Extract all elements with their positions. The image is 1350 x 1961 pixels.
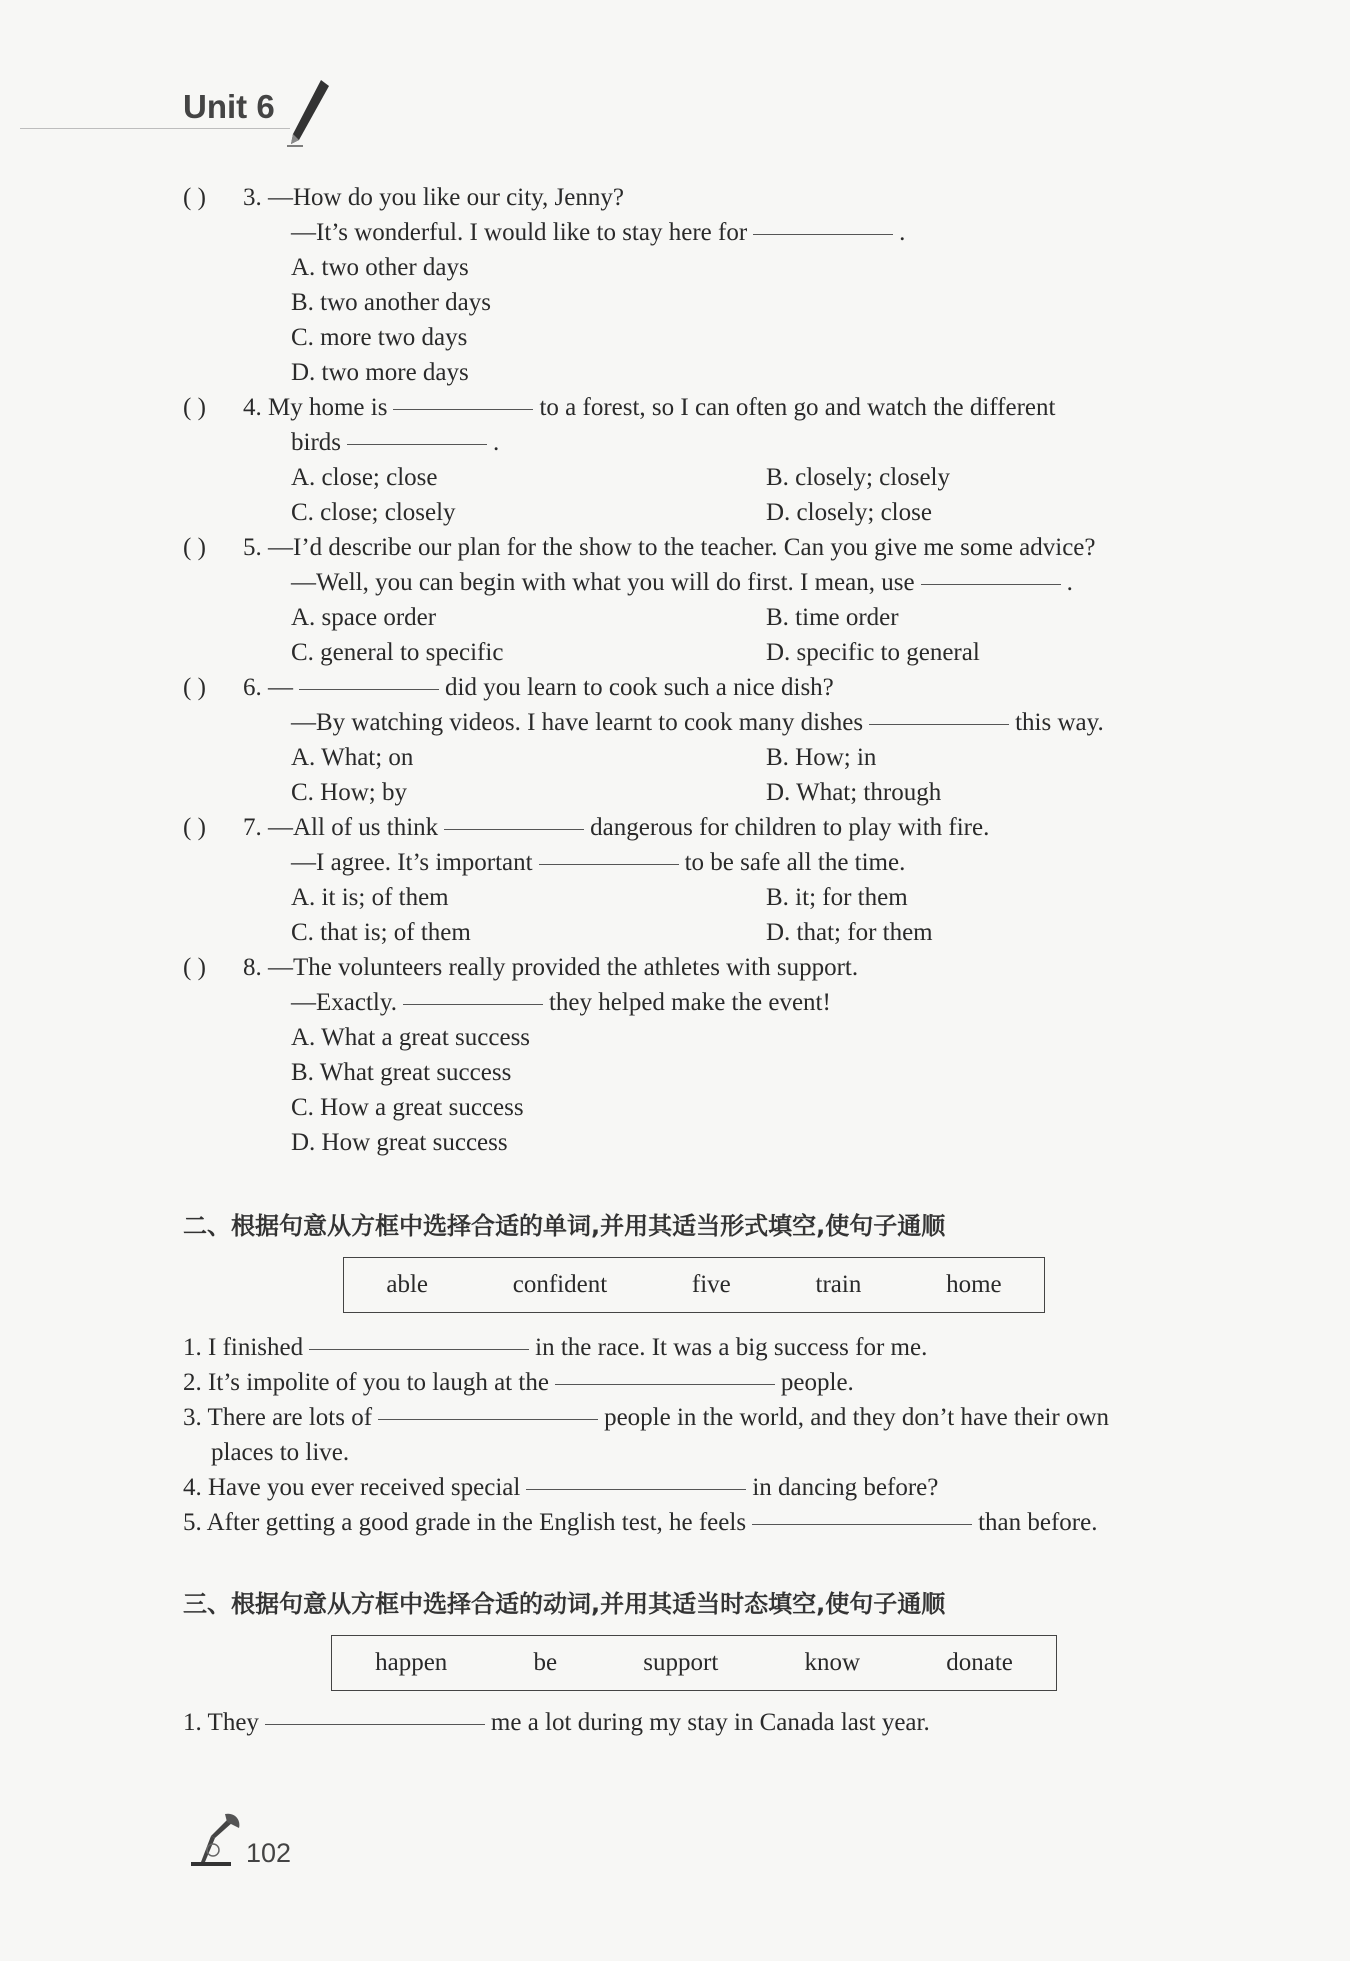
section-3-word-box (331, 1635, 1057, 1691)
question-number: 5. (243, 534, 262, 561)
option-c[interactable]: C. that is; of them (291, 919, 471, 946)
question-line: —The volunteers really provided the athletes with support. (268, 954, 859, 981)
option-a[interactable]: A. What a great success (291, 1024, 531, 1051)
word-option: train (815, 1271, 862, 1298)
question-line: —I’d describe our plan for the show to the teacher. Can you give me some advice? (268, 534, 1096, 561)
question-number: 4. (243, 394, 262, 421)
question-line: —How do you like our city, Jenny? (268, 184, 624, 211)
answer-blank[interactable] (869, 723, 1009, 725)
question-number: 7. (243, 814, 262, 841)
fill-sentence-end: in the race. It was a big success for me. (535, 1334, 928, 1361)
option-d[interactable]: D. that; for them (766, 919, 933, 946)
option-c[interactable]: C. close; closely (291, 499, 456, 526)
option-b[interactable]: B. time order (766, 604, 899, 631)
option-d[interactable]: D. How great success (291, 1129, 508, 1156)
word-option: know (804, 1649, 861, 1676)
answer-paren[interactable]: ( ) (183, 184, 206, 211)
question-line: — (268, 674, 293, 701)
answer-paren[interactable]: ( ) (183, 954, 206, 981)
answer-blank[interactable] (347, 443, 487, 445)
answer-blank[interactable] (539, 863, 679, 865)
option-b[interactable]: B. How; in (766, 744, 877, 771)
question-line-end: . (899, 219, 906, 246)
fill-sentence-end: people. (780, 1369, 854, 1396)
word-option: home (946, 1271, 1002, 1298)
word-option: able (386, 1271, 428, 1298)
fill-sentence-continued: places to live. (211, 1439, 350, 1466)
option-d[interactable]: D. What; through (766, 779, 942, 806)
fill-sentence: 2. It’s impolite of you to laugh at the (183, 1369, 549, 1396)
word-option: happen (375, 1649, 448, 1676)
question-line-end: . (493, 429, 500, 456)
option-c[interactable]: C. How; by (291, 779, 407, 806)
answer-blank[interactable] (309, 1348, 529, 1350)
answer-paren[interactable]: ( ) (183, 814, 206, 841)
word-option: confident (512, 1271, 608, 1298)
question-line-end: they helped make the event! (548, 989, 831, 1016)
question-7 (183, 810, 1203, 950)
option-c[interactable]: C. general to specific (291, 639, 504, 666)
fill-sentence-end: people in the world, and they don’t have their own (604, 1404, 1110, 1431)
question-line-end: to be safe all the time. (684, 849, 906, 876)
option-b[interactable]: B. two another days (291, 289, 491, 316)
answer-blank[interactable] (403, 1003, 543, 1005)
answer-paren[interactable]: ( ) (183, 394, 206, 421)
fill-sentence-end: me a lot during my stay in Canada last year. (490, 1709, 930, 1736)
option-a[interactable]: A. close; close (291, 464, 438, 491)
answer-blank[interactable] (526, 1488, 746, 1490)
answer-blank[interactable] (752, 1523, 972, 1525)
page-number: 102 (246, 1838, 292, 1868)
answer-blank[interactable] (555, 1383, 775, 1385)
unit-title: Unit 6 (183, 88, 275, 125)
section-2-items (183, 1330, 1203, 1540)
answer-paren[interactable]: ( ) (183, 674, 206, 701)
option-c[interactable]: C. more two days (291, 324, 468, 351)
word-option: donate (946, 1649, 1013, 1676)
fill-sentence: 5. After getting a good grade in the English test, he feels (183, 1509, 747, 1536)
question-line: —By watching videos. I have learnt to cook many dishes (291, 709, 864, 736)
answer-blank[interactable] (921, 583, 1061, 585)
word-option: five (691, 1271, 731, 1298)
fill-sentence: 4. Have you ever received special (183, 1474, 521, 1501)
option-d[interactable]: D. specific to general (766, 639, 980, 666)
word-option: be (533, 1649, 558, 1676)
answer-blank[interactable] (444, 828, 584, 830)
question-number: 6. (243, 674, 262, 701)
question-line-end: to a forest, so I can often go and watch the different (539, 394, 1056, 421)
header-rule (20, 128, 290, 129)
fill-sentence: 1. They (183, 1709, 259, 1736)
section-3-title: 三、根据句意从方框中选择合适的动词,并用其适当时态填空,使句子通顺 (183, 1590, 946, 1618)
option-d[interactable]: D. two more days (291, 359, 469, 386)
option-b[interactable]: B. What great success (291, 1059, 512, 1086)
question-6 (183, 670, 1203, 810)
fill-sentence-end: than before. (978, 1509, 1098, 1536)
question-line-end: this way. (1015, 709, 1104, 736)
answer-blank[interactable] (265, 1723, 485, 1725)
section-3-items (183, 1705, 1203, 1740)
question-line: —All of us think (268, 814, 439, 841)
desk-lamp-icon (183, 1810, 243, 1870)
question-line-end: dangerous for children to play with fire. (590, 814, 990, 841)
answer-paren[interactable]: ( ) (183, 534, 206, 561)
option-a[interactable]: A. it is; of them (291, 884, 449, 911)
question-line: —Well, you can begin with what you will do first. I mean, use (291, 569, 915, 596)
word-option: support (643, 1649, 719, 1676)
option-a[interactable]: A. two other days (291, 254, 469, 281)
question-5 (183, 530, 1203, 670)
section-2-word-box (343, 1257, 1045, 1313)
option-a[interactable]: A. space order (291, 604, 437, 631)
question-line: birds (291, 429, 341, 456)
question-line: —It’s wonderful. I would like to stay here for (291, 219, 748, 246)
option-a[interactable]: A. What; on (291, 744, 414, 771)
option-c[interactable]: C. How a great success (291, 1094, 524, 1121)
question-line: —Exactly. (291, 989, 397, 1016)
answer-blank[interactable] (393, 408, 533, 410)
answer-blank[interactable] (378, 1418, 598, 1420)
fill-sentence-end: in dancing before? (752, 1474, 939, 1501)
question-line-end: . (1066, 569, 1073, 596)
answer-blank[interactable] (753, 233, 893, 235)
section-2-title: 二、根据句意从方框中选择合适的单词,并用其适当形式填空,使句子通顺 (183, 1212, 946, 1240)
question-line: —I agree. It’s important (291, 849, 533, 876)
question-line: My home is (268, 394, 388, 421)
question-line-end: did you learn to cook such a nice dish? (445, 674, 834, 701)
pen-icon (283, 78, 333, 148)
option-b[interactable]: B. closely; closely (766, 464, 950, 491)
question-8 (183, 950, 1203, 1160)
fill-sentence: 3. There are lots of (183, 1404, 373, 1431)
option-b[interactable]: B. it; for them (766, 884, 908, 911)
question-number: 3. (243, 184, 262, 211)
answer-blank[interactable] (299, 688, 439, 690)
question-3 (183, 180, 1203, 390)
fill-sentence: 1. I finished (183, 1334, 304, 1361)
question-4 (183, 390, 1203, 530)
question-number: 8. (243, 954, 262, 981)
option-d[interactable]: D. closely; close (766, 499, 932, 526)
